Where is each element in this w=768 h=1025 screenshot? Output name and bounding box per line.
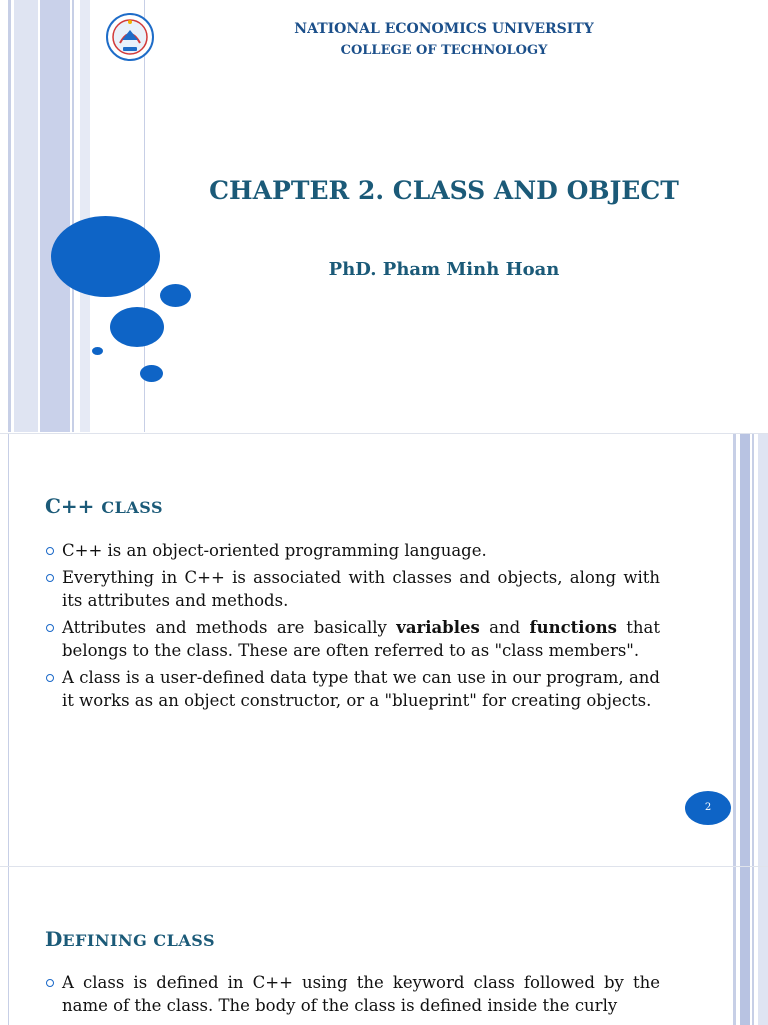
decor-stripe	[733, 867, 736, 1025]
bullet-text: and	[479, 618, 530, 637]
decor-stripe	[8, 434, 9, 866]
bullet-icon	[46, 624, 54, 632]
section-title-rest: EFINING CLASS	[62, 931, 216, 950]
bullet-bold-term: variables	[396, 618, 480, 637]
decor-bubble	[160, 284, 191, 307]
decor-stripe	[758, 867, 768, 1025]
decor-stripe	[72, 0, 74, 432]
decor-stripe	[733, 434, 736, 866]
bullet-icon	[46, 574, 54, 582]
decor-stripe	[8, 867, 9, 1025]
author-name: PhD. Pham Minh Hoan	[328, 259, 560, 280]
decor-bubble	[140, 365, 163, 382]
decor-stripe	[740, 434, 750, 866]
content-slide	[0, 866, 768, 1025]
section-title	[45, 494, 163, 518]
university-name: NATIONAL ECONOMICS UNIVERSITY	[294, 21, 594, 37]
section-title-lead: D	[45, 927, 63, 951]
title-slide	[0, 0, 768, 432]
decor-stripe	[752, 867, 754, 1025]
page-number-badge: 2	[685, 791, 731, 825]
bullet-list	[45, 971, 660, 1021]
list-item	[45, 566, 660, 612]
bullet-icon	[46, 547, 54, 555]
decor-stripe	[40, 0, 70, 432]
decor-bubble	[110, 307, 164, 347]
list-item	[45, 616, 660, 662]
list-item	[45, 666, 660, 712]
college-name: COLLEGE OF TECHNOLOGY	[340, 43, 548, 58]
bullet-bold-term: functions	[529, 618, 617, 637]
section-title	[45, 927, 215, 951]
decor-stripe	[740, 867, 750, 1025]
decor-bubble	[92, 347, 103, 355]
section-title-lead: C++	[45, 494, 95, 518]
decor-stripe	[80, 0, 90, 432]
bullet-text: A class is defined in C++ using the keyword class followed by the name of the class. The body of the class is defined inside the curly	[62, 973, 660, 1015]
decor-stripe	[8, 0, 11, 432]
section-title-rest: CLASS	[101, 498, 164, 517]
decor-bubble	[51, 216, 160, 297]
bullet-text: C++ is an object-oriented programming language.	[62, 541, 487, 560]
bullet-list	[45, 539, 660, 716]
content-slide	[0, 433, 768, 866]
bullet-text: that belongs to the class. These are often referred to as "class members".	[62, 618, 660, 660]
university-seal-icon	[106, 13, 154, 61]
decor-stripe	[752, 434, 754, 866]
chapter-title: CHAPTER 2. CLASS AND OBJECT	[209, 176, 679, 205]
decor-stripe	[758, 434, 768, 866]
bullet-text: A class is a user-defined data type that we can use in our program, and it works as an object constructor, or a "blueprint" for creating objects.	[62, 668, 660, 710]
bullet-text: Attributes and methods are basically	[62, 618, 397, 637]
list-item	[45, 539, 660, 562]
decor-stripe	[14, 0, 38, 432]
bullet-text: Everything in C++ is associated with classes and objects, along with its attributes and methods.	[62, 568, 660, 610]
list-item	[45, 971, 660, 1017]
bullet-icon	[46, 674, 54, 682]
bullet-icon	[46, 979, 54, 987]
